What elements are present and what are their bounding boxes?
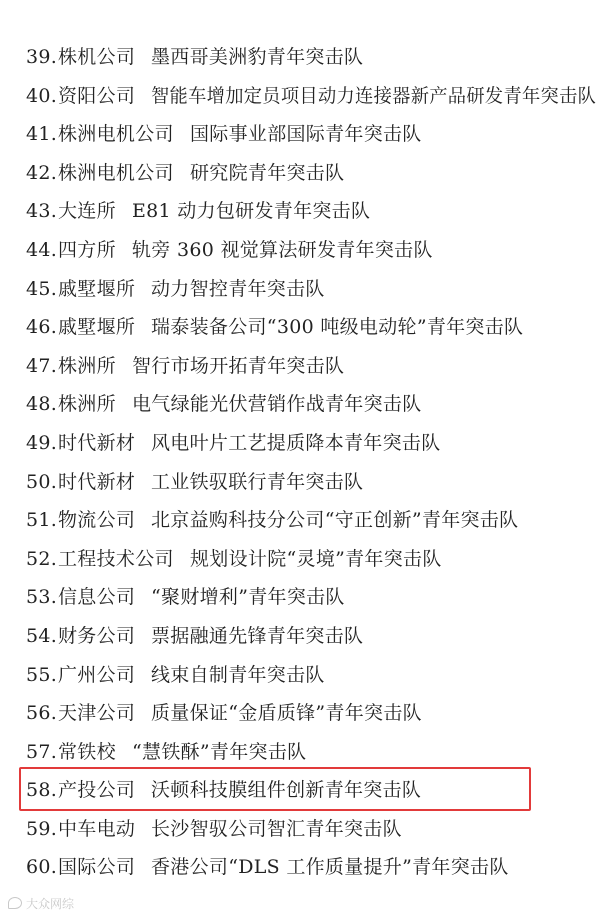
item-number: 55.	[26, 663, 58, 686]
list-item	[0, 733, 604, 772]
watermark	[8, 895, 74, 912]
list-item	[0, 848, 604, 887]
item-team-name: 票据融通先锋青年突击队	[151, 624, 364, 647]
item-organization: 大连所	[58, 200, 116, 223]
item-number: 51.	[26, 509, 58, 532]
item-organization: 国际公司	[58, 856, 136, 879]
list-item	[0, 115, 604, 154]
item-number: 54.	[26, 624, 58, 647]
item-organization: 天津公司	[58, 702, 136, 725]
item-number: 47.	[26, 354, 58, 377]
item-organization: 财务公司	[58, 624, 136, 647]
list-item	[0, 617, 604, 656]
item-organization: 时代新材	[58, 470, 136, 493]
item-organization: 株洲电机公司	[58, 123, 174, 146]
item-number: 53.	[26, 586, 58, 609]
item-organization: 产投公司	[58, 779, 136, 802]
item-organization: 株洲所	[58, 354, 116, 377]
list-item	[0, 656, 604, 695]
item-organization: 株机公司	[58, 46, 136, 68]
list-item	[0, 578, 604, 617]
list-item	[0, 77, 604, 116]
item-team-name: 墨西哥美洲豹青年突击队	[151, 46, 364, 68]
list-item	[0, 192, 604, 231]
item-team-name: 轨旁 360 视觉算法研发青年突击队	[132, 238, 433, 261]
list-item	[0, 385, 604, 424]
item-team-name: 沃顿科技膜组件创新青年突击队	[151, 779, 422, 802]
item-organization: 株洲所	[58, 393, 116, 416]
team-list	[0, 38, 604, 887]
item-number: 41.	[26, 123, 58, 146]
item-number: 40.	[26, 84, 58, 107]
item-number: 49.	[26, 431, 58, 454]
item-team-name: 动力智控青年突击队	[151, 277, 325, 300]
item-team-name: 香港公司“DLS 工作质量提升”青年突击队	[151, 856, 509, 879]
item-organization: 信息公司	[58, 586, 136, 609]
list-item	[0, 308, 604, 347]
item-number: 50.	[26, 470, 58, 493]
list-item	[0, 463, 604, 502]
item-team-name: 电气绿能光伏营销作战青年突击队	[132, 393, 422, 416]
item-team-name: 工业铁驭联行青年突击队	[151, 470, 364, 493]
item-team-name: 北京益购科技分公司“守正创新”青年突击队	[151, 509, 519, 532]
item-number: 44.	[26, 238, 58, 261]
item-team-name: 智能车增加定员项目动力连接器新产品研发青年突击队	[151, 84, 597, 107]
list-item	[0, 231, 604, 270]
list-item	[0, 694, 604, 733]
item-team-name: “慧铁酥”青年突击队	[132, 740, 307, 763]
item-team-name: 长沙智驭公司智汇青年突击队	[151, 817, 402, 840]
list-item	[0, 347, 604, 386]
item-number: 56.	[26, 702, 58, 725]
item-team-name: “聚财增利”青年突击队	[151, 586, 345, 609]
list-item	[0, 38, 604, 77]
item-organization: 物流公司	[58, 509, 136, 532]
item-organization: 中车电动	[58, 817, 136, 840]
item-organization: 株洲电机公司	[58, 161, 174, 184]
item-organization: 四方所	[58, 238, 116, 261]
item-number: 43.	[26, 200, 58, 223]
item-organization: 时代新材	[58, 431, 136, 454]
item-organization: 资阳公司	[58, 84, 136, 107]
item-number: 39.	[26, 46, 58, 68]
item-team-name: 瑞泰装备公司“300 吨级电动轮”青年突击队	[151, 316, 524, 339]
list-item	[0, 270, 604, 309]
item-number: 59.	[26, 817, 58, 840]
item-number: 57.	[26, 740, 58, 763]
list-item	[0, 540, 604, 579]
highlight-box	[19, 767, 531, 811]
item-number: 45.	[26, 277, 58, 300]
item-organization: 常铁校	[58, 740, 116, 763]
list-item	[0, 154, 604, 193]
item-number: 48.	[26, 393, 58, 416]
item-team-name: 线束自制青年突击队	[151, 663, 325, 686]
item-team-name: 质量保证“金盾质锋”青年突击队	[151, 702, 422, 725]
item-team-name: 风电叶片工艺提质降本青年突击队	[151, 431, 441, 454]
list-item	[0, 810, 604, 849]
item-organization: 工程技术公司	[58, 547, 174, 570]
item-organization: 戚墅堰所	[58, 277, 136, 300]
item-number: 60.	[26, 856, 58, 879]
list-item	[0, 501, 604, 540]
item-team-name: 国际事业部国际青年突击队	[190, 123, 422, 146]
item-number: 52.	[26, 547, 58, 570]
weibo-icon	[8, 897, 22, 909]
item-organization: 戚墅堰所	[58, 316, 136, 339]
item-number: 46.	[26, 316, 58, 339]
watermark-text: 大众网综	[26, 897, 75, 911]
list-item	[0, 424, 604, 463]
item-team-name: E81 动力包研发青年突击队	[132, 200, 371, 223]
item-team-name: 规划设计院“灵境”青年突击队	[190, 547, 442, 570]
item-organization: 广州公司	[58, 663, 136, 686]
item-number: 42.	[26, 161, 58, 184]
item-number: 58.	[26, 779, 58, 802]
item-team-name: 智行市场开拓青年突击队	[132, 354, 345, 377]
item-team-name: 研究院青年突击队	[190, 161, 345, 184]
